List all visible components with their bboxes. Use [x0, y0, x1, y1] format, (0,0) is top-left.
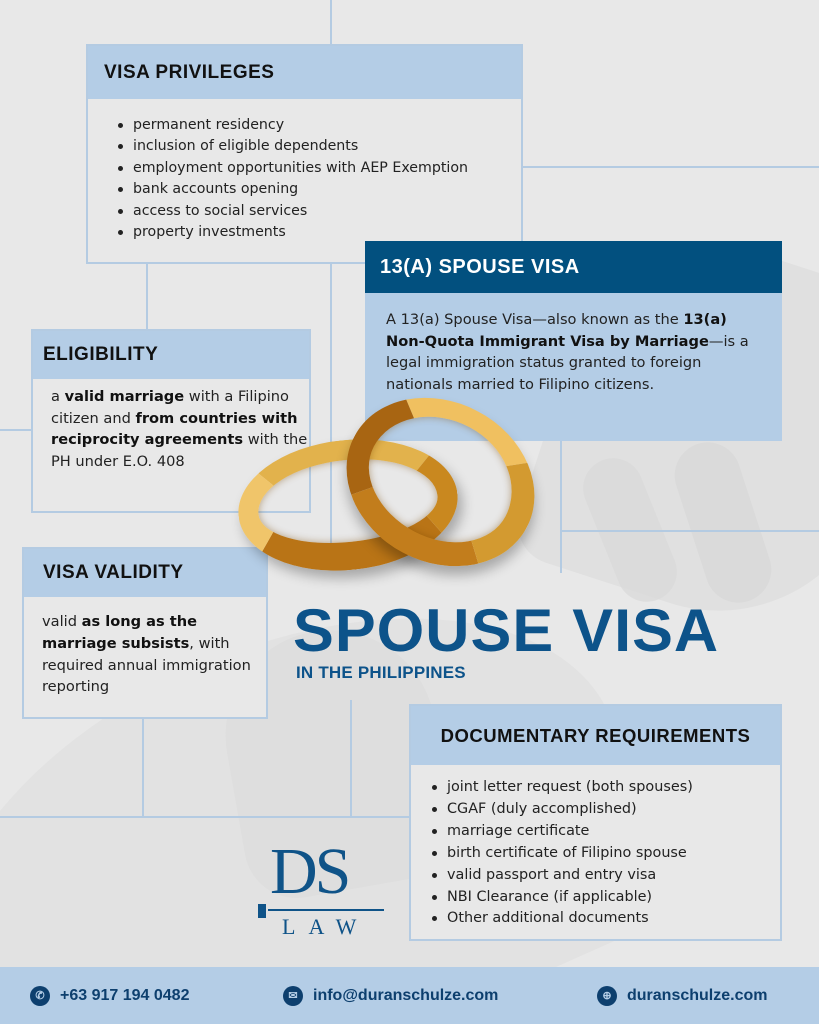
email-link[interactable]: info@duranschulze.com [313, 987, 499, 1004]
phone-icon: ✆ [30, 986, 50, 1006]
phone-contact[interactable] [30, 986, 189, 1006]
list-item: marriage certificate [430, 821, 780, 843]
website-link[interactable]: duranschulze.com [627, 987, 768, 1004]
list-item: employment opportunities with AEP Exemption [116, 158, 521, 179]
list-item: property investments [116, 222, 521, 243]
phone-number[interactable]: +63 917 194 0482 [60, 987, 190, 1004]
contact-footer [0, 967, 819, 1024]
eligibility-text: a [51, 388, 65, 405]
visa-privileges-card [86, 44, 523, 264]
list-item: birth certificate of Filipino spouse [430, 843, 780, 865]
spouse-visa-13a-heading: 13(A) SPOUSE VISA [365, 241, 782, 293]
visa-validity-card [22, 547, 268, 719]
main-title: SPOUSE VISA [293, 597, 720, 664]
connector-line [146, 264, 148, 330]
list-item: permanent residency [116, 115, 521, 136]
list-item: bank accounts opening [116, 179, 521, 200]
eligibility-bold-text: valid marriage [64, 388, 185, 405]
list-item: NBI Clearance (if applicable) [430, 887, 780, 909]
description-text: —is a legal immigration status granted to foreign nationals married to Filipino citizens. [386, 332, 749, 393]
eligibility-text: with a Filipino citizen and [51, 388, 289, 427]
eligibility-text: with the PH under E.O. 408 [51, 431, 308, 470]
spouse-visa-13a-description [365, 293, 782, 395]
documentary-requirements-heading: DOCUMENTARY REQUIREMENTS [411, 706, 780, 765]
connector-line [330, 0, 332, 46]
globe-icon: ⊕ [597, 986, 617, 1006]
list-item: CGAF (duly accomplished) [430, 799, 780, 821]
documentary-requirements-card [409, 704, 782, 941]
documentary-requirements-list [430, 777, 780, 930]
visa-validity-heading: VISA VALIDITY [24, 549, 266, 597]
list-item: joint letter request (both spouses) [430, 777, 780, 799]
validity-text: valid [42, 613, 82, 630]
ds-law-logo [258, 835, 388, 943]
visa-privileges-list [116, 115, 521, 243]
description-text: A 13(a) Spouse Visa—also known as the [386, 311, 684, 328]
visa-validity-description [24, 597, 266, 698]
main-subtitle: IN THE PHILIPPINES [296, 663, 466, 682]
list-item: inclusion of eligible dependents [116, 136, 521, 157]
eligibility-bold-text: from countries with reciprocity agreements [51, 409, 298, 449]
list-item: valid passport and entry visa [430, 865, 780, 887]
visa-privileges-heading: VISA PRIVILEGES [88, 46, 521, 99]
description-bold-text: 13(a) Non-Quota Immigrant Visa by Marriage [386, 311, 727, 350]
validity-bold-text: as long as the marriage subsists [42, 613, 198, 652]
connector-line [142, 719, 144, 817]
connector-line [0, 429, 32, 431]
connector-line [350, 700, 352, 817]
website-contact[interactable] [597, 986, 767, 1006]
logo-word: LAW [282, 914, 370, 939]
mail-icon: ✉ [283, 986, 303, 1006]
wedding-rings-image [238, 400, 538, 575]
email-contact[interactable] [283, 986, 498, 1006]
connector-line [0, 816, 410, 818]
gavel-icon [258, 904, 266, 918]
connector-line [560, 441, 562, 573]
connector-line [523, 166, 819, 168]
list-item: Other additional documents [430, 908, 780, 930]
validity-text: , with required annual immigration reporting [42, 634, 251, 696]
eligibility-heading: ELIGIBILITY [33, 331, 309, 379]
connector-line [560, 530, 819, 532]
logo-divider [268, 909, 384, 911]
logo-letters: DS [270, 835, 349, 908]
list-item: access to social services [116, 201, 521, 222]
